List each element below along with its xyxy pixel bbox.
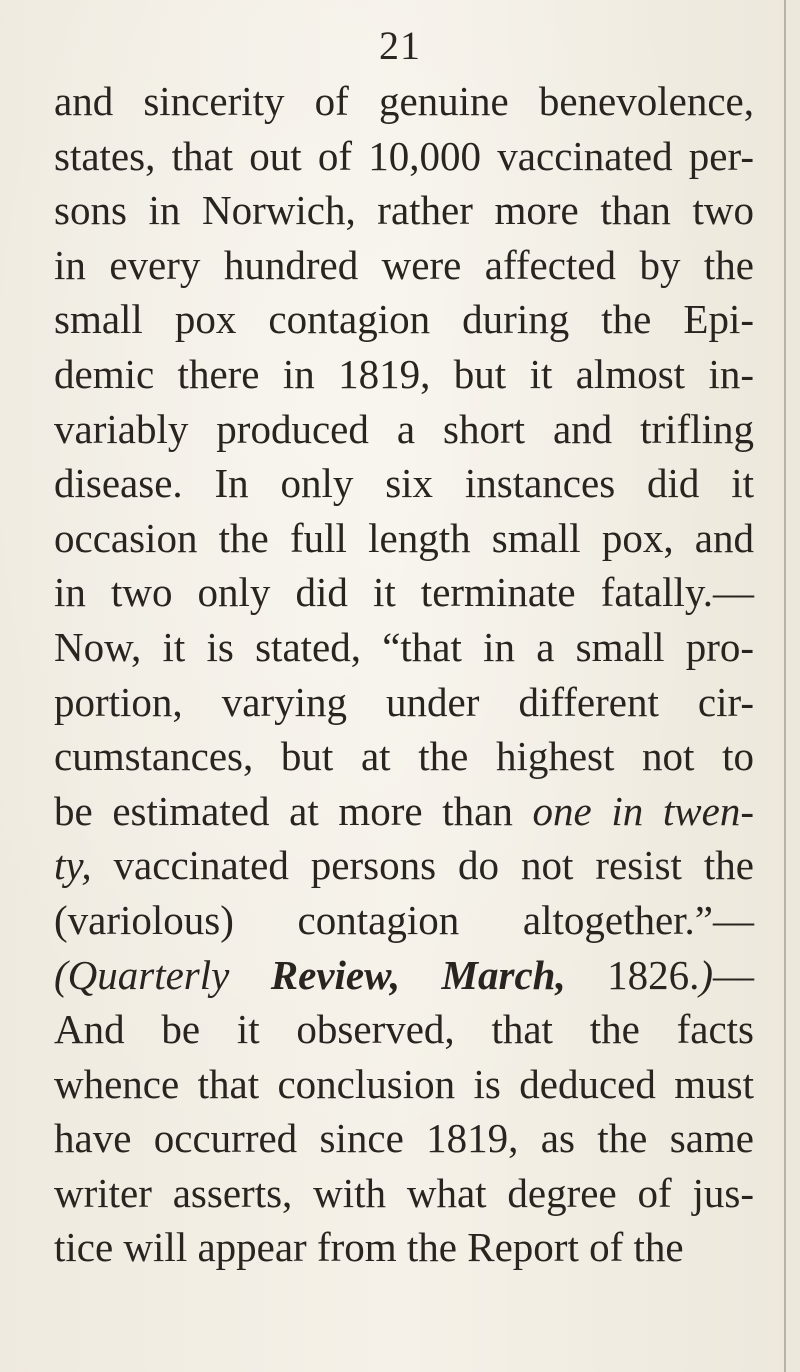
text-run: in every hundred were affected by the: [54, 241, 754, 288]
text-run: 1826.: [565, 951, 700, 998]
text-run: And be it observed, that the facts: [54, 1006, 754, 1053]
text-run: variably produced a short and trifling: [54, 405, 754, 452]
text-run: states, that out of 10,000 vaccinated per-: [54, 132, 754, 179]
text-line: [54, 1057, 754, 1112]
text-line: [54, 456, 754, 511]
text-line: [54, 238, 754, 293]
text-line: [54, 784, 754, 839]
text-line: [54, 129, 754, 184]
text-line: [54, 292, 754, 347]
text-run: demic there in 1819, but it almost in-: [54, 350, 754, 397]
text-line: [54, 347, 754, 402]
text-line: [54, 1166, 754, 1221]
text-line: [54, 511, 754, 566]
text-line: [54, 1220, 754, 1275]
text-run: (variolous) contagion altogether.”—: [54, 896, 754, 943]
text-run: disease. In only six instances did it: [54, 460, 754, 507]
italic-run: one in twen-: [532, 787, 755, 834]
text-line: [54, 1111, 754, 1166]
bold-italic-run: Review, March,: [270, 951, 566, 998]
italic-run: ty,: [54, 842, 92, 889]
text-line: [54, 675, 754, 730]
text-run: have occurred since 1819, as the same: [54, 1115, 754, 1162]
text-run: and sincerity of genuine benevolence,: [54, 78, 754, 124]
page-number: 21: [379, 23, 421, 68]
text-run: tice will appear from the Report of the: [54, 1224, 684, 1271]
text-line: [54, 620, 754, 675]
text-run: portion, varying under different cir-: [54, 678, 754, 725]
text-line: [54, 74, 754, 129]
text-run: be estimated at more than: [54, 787, 533, 834]
text-run: sons in Norwich, rather more than two: [54, 187, 754, 234]
text-run: writer asserts, with what degree of jus-: [54, 1169, 754, 1216]
body-text: [54, 74, 754, 1275]
italic-run: ): [699, 951, 713, 998]
text-run: whence that conclusion is deduced must: [54, 1060, 754, 1107]
text-line: [54, 183, 754, 238]
text-run: cumstances, but at the highest not to: [54, 733, 754, 780]
text-line: [54, 565, 754, 620]
text-run: —: [713, 951, 754, 998]
text-run: in two only did it terminate fatally.—: [54, 569, 754, 616]
text-line: [54, 729, 754, 784]
text-run: occasion the full length small pox, and: [54, 514, 754, 561]
text-line: [54, 838, 754, 893]
text-run: Now, it is stated, “that in a small pro-: [54, 623, 754, 670]
text-run: small pox contagion during the Epi-: [54, 296, 754, 343]
text-line: [54, 1002, 754, 1057]
page-edge-line: [784, 0, 786, 1372]
text-run: vaccinated persons do not resist the: [91, 842, 754, 889]
italic-run: (Quarterly: [54, 951, 271, 998]
text-line: [54, 402, 754, 457]
text-line: [54, 893, 754, 948]
text-line: [54, 948, 754, 1003]
